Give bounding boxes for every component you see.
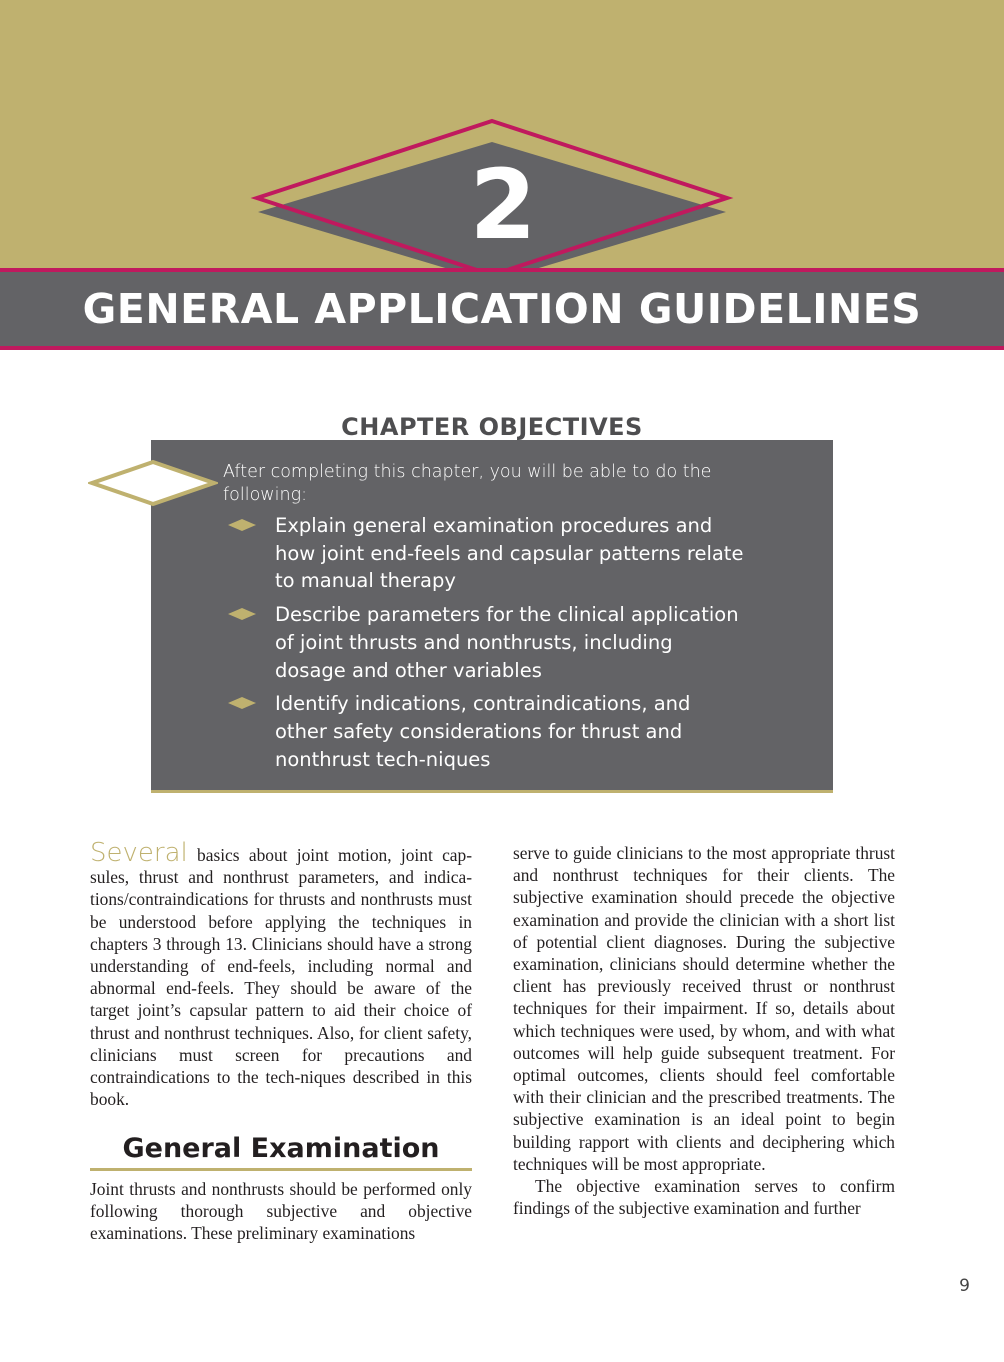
left-column-section <box>90 1178 472 1245</box>
list-item <box>228 601 788 684</box>
chapter-number: 2 <box>469 149 535 261</box>
right-paragraph-2: The objective examination serves to confirm findings of the subjective examination and further <box>513 1176 895 1219</box>
dropcap-word: Several <box>90 838 188 868</box>
diamond-bullet-icon <box>228 608 256 620</box>
objectives-intro: After completing this chapter, you will be able to do the following: <box>223 462 712 505</box>
right-column <box>513 842 895 1219</box>
objective-text: Identify indications, contraindications, and other safety considerations for thrust and nonthrust tech-niques <box>275 692 691 771</box>
objectives-list <box>228 512 788 779</box>
page-number: 9 <box>959 1276 970 1296</box>
section-heading: General Examination <box>90 1132 472 1171</box>
intro-paragraph <box>90 838 472 1110</box>
intro-paragraph-text: basics about joint motion, joint cap-sules, thrust and nonthrust parameters, and indica-tions/contraindications for thrusts and nonthrusts must be understood before applying the techniques in chapters 3 through 13. Clinicians should have a strong understanding of end-feels, including normal and abnormal end-feels. They should be aware of the target joint’s capsular pattern to aid their choice of thrust and nonthrust techniques. Also, for client safety, clinicians must screen for precautions and contraindications to the tech-niques described in this book. <box>90 845 472 1110</box>
chapter-title: GENERAL APPLICATION GUIDELINES <box>82 285 922 333</box>
section-paragraph: Joint thrusts and nonthrusts should be performed only following thorough subjective and objective examinations. These preliminary examinations <box>90 1179 472 1244</box>
objectives-heading: CHAPTER OBJECTIVES <box>341 413 643 441</box>
list-item <box>228 690 788 773</box>
diamond-bullet-icon <box>228 697 256 709</box>
objective-text: Explain general examination procedures and how joint end-feels and capsular patterns relate to manual therapy <box>275 514 744 593</box>
diamond-bullet-icon <box>228 519 256 531</box>
list-item <box>228 512 788 595</box>
objectives-diamond-icon <box>88 459 218 507</box>
right-paragraph-1: serve to guide clinicians to the most appropriate thrust and nonthrust techniques for their clients. The subjective examination should precede the objective examination and provide the clinician with a short list of potential client diagnoses. During the subjective examination, clinicians should determine whether the client has previously received thrust or nonthrust techniques for their impairment. If so, details about which techniques were used, by whom, and with what outcomes will help guide subsequent treatment. For optimal outcomes, clients should feel comfortable with their clinician and the prescribed treatments. The subjective examination is an ideal point to begin building rapport with clients and deciphering which techniques will be most appropriate. <box>513 843 895 1174</box>
left-column-intro <box>90 838 472 1110</box>
objective-text: Describe parameters for the clinical application of joint thrusts and nonthrusts, including dosage and other variables <box>275 603 739 682</box>
